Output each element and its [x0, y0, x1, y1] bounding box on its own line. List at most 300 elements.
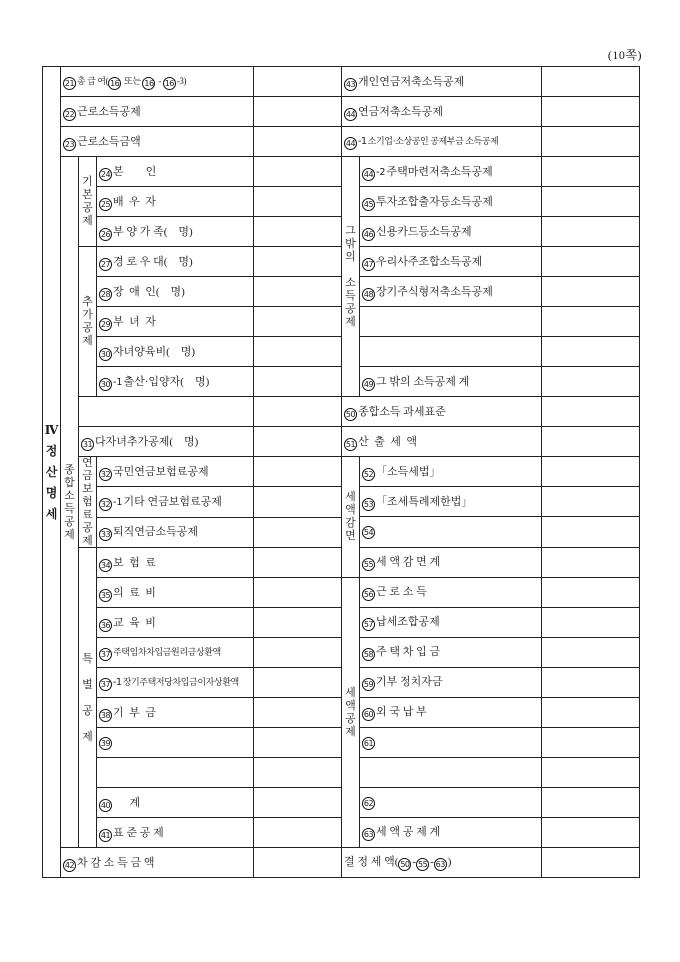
circled-number: 53 [363, 499, 374, 509]
table-row [342, 727, 640, 757]
circled-number: 25 [100, 199, 111, 209]
amount-cell [542, 547, 640, 577]
table-row [61, 367, 342, 397]
circled-number: 51 [345, 439, 356, 449]
circled-number: 55 [418, 860, 428, 870]
amount-cell [542, 487, 640, 517]
vertical-char: 특 [82, 652, 93, 665]
amount-cell [254, 67, 342, 97]
table-row [342, 817, 640, 847]
row-label [97, 517, 254, 547]
table-row [61, 638, 342, 668]
circled-number: 30 [100, 379, 111, 389]
amount-cell [254, 457, 342, 487]
circled-number: 44 [363, 169, 374, 179]
label-text: 총 급 여( [77, 75, 109, 86]
circled-number: 37 [100, 679, 111, 689]
settlement-statement-table [42, 66, 640, 878]
vertical-char: 합 [64, 476, 75, 489]
amount-cell [254, 638, 342, 668]
vertical-char: 세 [345, 686, 356, 699]
circled-number: 24 [100, 169, 111, 179]
label-text: 장기주식형저축소득공제 [376, 285, 493, 298]
label-text: 부 녀 자 [113, 315, 156, 328]
left-half-table [60, 66, 342, 878]
row-label [360, 667, 542, 697]
circled-number: 32 [100, 499, 111, 509]
amount-cell [542, 187, 640, 217]
row-label [97, 548, 254, 578]
row-label [97, 277, 254, 307]
vertical-char: 연 [82, 457, 93, 469]
group-label-text [342, 225, 359, 328]
row-label [97, 638, 254, 668]
subgroup-label-vertical [79, 157, 97, 247]
row-label [360, 307, 542, 337]
amount-cell [542, 397, 640, 427]
table-row [342, 517, 640, 547]
circled-number: 28 [100, 289, 111, 299]
label-text: 의 료 비 [113, 586, 156, 599]
vertical-char: 밖 [345, 238, 356, 251]
circled-number: 58 [363, 650, 374, 660]
row-label [97, 367, 254, 397]
row-label [61, 127, 254, 157]
amount-cell [542, 697, 640, 727]
amount-cell [254, 187, 342, 217]
row-label [360, 217, 542, 247]
table-row [342, 127, 640, 157]
table-row [342, 157, 640, 187]
vertical-char: 공 [82, 704, 93, 717]
label-text: ) [447, 856, 452, 869]
amount-cell [542, 637, 640, 667]
table-row [61, 848, 342, 878]
group-label-text [342, 687, 359, 738]
vertical-char: 그 [345, 225, 356, 238]
circled-number: 27 [100, 259, 111, 269]
circled-number: 16 [144, 78, 154, 88]
table-row [342, 547, 640, 577]
table-row [61, 487, 342, 517]
table-row [61, 187, 342, 217]
circled-number: 33 [100, 530, 111, 540]
table-row [61, 157, 342, 187]
amount-cell [542, 127, 640, 157]
table-row [342, 97, 640, 127]
vertical-char: 가 [82, 309, 93, 321]
label-text: 외 국 납 부 [376, 706, 427, 719]
row-label [97, 337, 254, 367]
subgroup-label-vertical [79, 247, 97, 397]
amount-cell [254, 247, 342, 277]
row-label [360, 547, 542, 577]
vertical-char: 감 [345, 517, 356, 530]
amount-cell [542, 847, 640, 877]
row-label [97, 668, 254, 698]
amount-cell [254, 668, 342, 698]
row-label [97, 487, 254, 517]
circled-number: 38 [100, 710, 111, 720]
amount-cell [542, 787, 640, 817]
vertical-char: 소 [345, 277, 356, 290]
row-label [360, 337, 542, 367]
circled-number: 50 [345, 409, 356, 419]
amount-cell [254, 97, 342, 127]
label-text: 소기업·소상공인 공제부금 소득공제 [367, 135, 499, 146]
amount-cell [254, 397, 342, 427]
label-text: 배 우 자 [113, 195, 156, 208]
label-text: 장기주택저당차입금이자상환액 [122, 676, 239, 687]
table-row [342, 247, 640, 277]
subgroup-label-text [79, 653, 96, 743]
number-suffix: -1 [113, 496, 123, 508]
circled-number: 21 [64, 78, 75, 88]
amount-cell [254, 578, 342, 608]
row-label [360, 487, 542, 517]
vertical-char: 추 [82, 296, 93, 308]
table-row [61, 728, 342, 758]
circled-number: 34 [100, 560, 111, 570]
table-row [61, 337, 342, 367]
row-label [342, 127, 542, 157]
row-label [360, 757, 542, 787]
row-label [97, 187, 254, 217]
circled-number: 40 [100, 800, 111, 810]
label-text: 자녀양육비( 명) [113, 345, 196, 358]
table-row [342, 787, 640, 817]
row-label [61, 67, 254, 97]
amount-cell [542, 97, 640, 127]
label-text: 근로소득금액 [77, 135, 141, 148]
vertical-char: 제 [82, 730, 93, 743]
vertical-char: 험 [82, 496, 93, 508]
table-row [342, 187, 640, 217]
vertical-char: 공 [82, 322, 93, 334]
subgroup-label-text [79, 296, 96, 347]
label-text: 계 [113, 796, 141, 809]
circled-number: 60 [363, 710, 374, 720]
subgroup-label-vertical [79, 457, 97, 548]
amount-cell [542, 667, 640, 697]
amount-cell [254, 427, 342, 457]
amount-cell [254, 307, 342, 337]
circled-number: 44 [345, 138, 356, 148]
group-label-vertical [61, 157, 79, 848]
vertical-char: 기 [82, 176, 93, 188]
table-row [61, 67, 342, 97]
row-label [360, 787, 542, 817]
amount-cell [542, 67, 640, 97]
row-label [360, 247, 542, 277]
row-label [97, 307, 254, 337]
row-label [97, 457, 254, 487]
row-label [342, 397, 542, 427]
section-title-vertical [42, 66, 60, 878]
group-label-vertical [342, 457, 360, 577]
amount-cell [542, 757, 640, 787]
circled-number: 55 [363, 560, 374, 570]
vertical-char: 종 [64, 463, 75, 476]
amount-cell [542, 277, 640, 307]
circled-number: 59 [363, 680, 374, 690]
vertical-char: 액 [345, 504, 356, 517]
table-row [61, 758, 342, 788]
vertical-char: 보 [82, 483, 93, 495]
table-row [61, 818, 342, 848]
label-text: 「소득세법」 [376, 465, 441, 478]
circled-number: 62 [363, 798, 374, 808]
amount-cell [542, 607, 640, 637]
row-label [97, 728, 254, 758]
number-suffix: -1 [113, 376, 123, 388]
row-label [342, 67, 542, 97]
label-text: 종합소득 과세표준 [358, 405, 446, 418]
amount-cell [542, 427, 640, 457]
table-row [342, 667, 640, 697]
section-title-char: 명 [45, 485, 58, 500]
circled-number: 23 [64, 139, 75, 149]
amount-cell [254, 698, 342, 728]
page-number: (10쪽) [607, 48, 642, 62]
right-half-table [341, 66, 640, 878]
table-row [61, 127, 342, 157]
group-label-vertical [342, 157, 360, 397]
label-text: 기부 정치자금 [376, 676, 443, 689]
circled-number: 30 [100, 349, 111, 359]
section-title-char: 산 [45, 464, 58, 479]
label-text: 경 로 우 대( 명) [113, 255, 193, 268]
vertical-char: 공 [82, 522, 93, 534]
table-row [342, 487, 640, 517]
circled-number: 39 [100, 739, 111, 748]
row-label [97, 818, 254, 848]
label-text: 기 부 금 [113, 706, 156, 719]
circled-number: 49 [363, 379, 374, 389]
label-text: 근로소득공제 [77, 105, 141, 118]
vertical-char: 제 [82, 335, 93, 347]
row-label [97, 157, 254, 187]
label-text: 또는 [122, 75, 143, 86]
amount-cell [254, 277, 342, 307]
label-text: 기타 연금보험료공제 [123, 495, 222, 508]
table-row [342, 337, 640, 367]
amount-cell [542, 727, 640, 757]
vertical-char: 득 [345, 290, 356, 303]
vertical-char: 득 [64, 502, 75, 515]
label-text: 주택마련저축소득공제 [386, 165, 493, 178]
table-row [342, 67, 640, 97]
table-row [61, 788, 342, 818]
circled-number: 22 [64, 109, 75, 119]
row-label [79, 397, 254, 427]
table-row [342, 217, 640, 247]
amount-cell [542, 577, 640, 607]
table-row [61, 277, 342, 307]
table-row [342, 427, 640, 457]
circled-number: 45 [363, 199, 374, 209]
number-suffix: -1 [113, 676, 122, 688]
amount-cell [542, 307, 640, 337]
table-row [342, 367, 640, 397]
label-text: 퇴직연금소득공제 [113, 526, 199, 539]
circled-number: 57 [363, 620, 374, 630]
circled-number: 63 [363, 830, 374, 840]
label-text: 국민연금보험료공제 [113, 465, 209, 478]
circled-number: 16 [164, 78, 174, 88]
amount-cell [542, 247, 640, 277]
label-text: 부 양 가 족( 명) [113, 225, 193, 238]
circled-number: 37 [100, 649, 111, 659]
vertical-char: 액 [345, 699, 356, 712]
row-label [360, 517, 542, 547]
table-row [61, 517, 342, 547]
circled-number: 44 [345, 109, 356, 119]
number-suffix: -1 [358, 135, 367, 147]
label-text: - [156, 75, 163, 86]
row-label [360, 727, 542, 757]
circled-number: 42 [64, 860, 75, 870]
section-title-char: 정 [45, 443, 58, 458]
label-text: - [412, 856, 417, 869]
amount-cell [542, 157, 640, 187]
circled-number: 50 [400, 860, 410, 870]
table-row [342, 457, 640, 487]
section-title-char: Ⅳ [44, 422, 59, 437]
vertical-char: 제 [345, 316, 356, 329]
vertical-char: 금 [82, 470, 93, 482]
amount-cell [254, 337, 342, 367]
label-text: 출산·입양자( 명) [123, 375, 210, 388]
table-row [61, 608, 342, 638]
amount-cell [254, 127, 342, 157]
circled-number: 29 [100, 319, 111, 329]
row-label [360, 697, 542, 727]
row-label [360, 637, 542, 667]
circled-number: 26 [100, 229, 111, 239]
label-text: 세 액 감 면 계 [376, 556, 441, 569]
row-label [342, 847, 542, 877]
circled-number: 32 [100, 469, 111, 479]
row-label [97, 578, 254, 608]
table-row [342, 637, 640, 667]
row-label [97, 788, 254, 818]
row-label [360, 817, 542, 847]
table-row [61, 668, 342, 698]
amount-cell [254, 818, 342, 848]
label-text: 투자조합출자등소득공제 [376, 195, 493, 208]
label-text: 납세조합공제 [376, 616, 440, 629]
row-label [97, 698, 254, 728]
label-text: 표 준 공 제 [113, 826, 164, 839]
label-text: 세 액 공 제 계 [376, 826, 441, 839]
table-row [342, 757, 640, 787]
subgroup-label-text [79, 457, 96, 547]
label-text: 교 육 비 [113, 616, 156, 629]
row-label [360, 607, 542, 637]
label-text: - [430, 856, 434, 869]
row-label [97, 247, 254, 277]
subgroup-label-vertical [79, 548, 97, 848]
amount-cell [254, 758, 342, 788]
table-row [342, 397, 640, 427]
label-text: 신용카드등소득공제 [376, 225, 472, 238]
table-row [342, 697, 640, 727]
label-text: 결 정 세 액( [344, 856, 399, 869]
vertical-char: 별 [82, 678, 93, 691]
circled-number: 48 [363, 289, 374, 299]
amount-cell [254, 788, 342, 818]
circled-number: 43 [345, 79, 356, 89]
vertical-char: 료 [82, 509, 93, 521]
row-label [360, 157, 542, 187]
row-label [97, 608, 254, 638]
table-row [61, 578, 342, 608]
row-label [360, 187, 542, 217]
label-text: 우리사주조합소득공제 [376, 255, 483, 268]
label-text: -3) [176, 75, 187, 86]
vertical-char: 공 [345, 712, 356, 725]
row-label [360, 457, 542, 487]
label-text: 보 험 료 [113, 556, 156, 569]
table-row [61, 97, 342, 127]
vertical-char: 면 [345, 530, 356, 543]
label-text: 「조세특례제한법」 [376, 495, 473, 508]
subgroup-label-text [79, 176, 96, 227]
table-row [342, 847, 640, 877]
amount-cell [254, 367, 342, 397]
amount-cell [254, 548, 342, 578]
table-row [61, 217, 342, 247]
row-label [342, 427, 542, 457]
circled-number: 46 [363, 229, 374, 239]
number-suffix: -2 [376, 166, 386, 178]
label-text: 본 인 [113, 165, 157, 178]
label-text: 주 택 차 입 금 [376, 646, 441, 659]
amount-cell [542, 217, 640, 247]
amount-cell [542, 337, 640, 367]
circled-number: 16 [110, 78, 120, 88]
row-label [61, 97, 254, 127]
table-row [61, 427, 342, 457]
group-label-vertical [342, 577, 360, 847]
circled-number: 41 [100, 830, 111, 840]
label-text: 산 출 세 액 [358, 435, 418, 448]
circled-number: 61 [363, 738, 374, 748]
amount-cell [542, 367, 640, 397]
label-text: 주택임차차입금원리금상환액 [113, 646, 221, 657]
circled-number: 47 [363, 259, 374, 269]
vertical-char: 공 [82, 202, 93, 214]
vertical-char: 소 [64, 489, 75, 502]
vertical-char: 세 [345, 491, 356, 504]
vertical-char: 공 [345, 303, 356, 316]
row-label [79, 427, 254, 457]
row-label [360, 577, 542, 607]
circled-number: 63 [435, 860, 445, 870]
label-text: 다자녀추가공제( 명) [95, 435, 199, 448]
label-text: 개인연금저축소득공제 [358, 75, 465, 88]
table-row [61, 307, 342, 337]
vertical-char: 제 [345, 725, 356, 738]
label-text: 차 감 소 득 금 액 [77, 856, 155, 869]
label-text: 장 애 인( 명) [113, 285, 185, 298]
table-row [342, 277, 640, 307]
circled-number: 36 [100, 620, 111, 630]
table-row [342, 307, 640, 337]
circled-number: 31 [82, 439, 93, 449]
row-label [360, 367, 542, 397]
